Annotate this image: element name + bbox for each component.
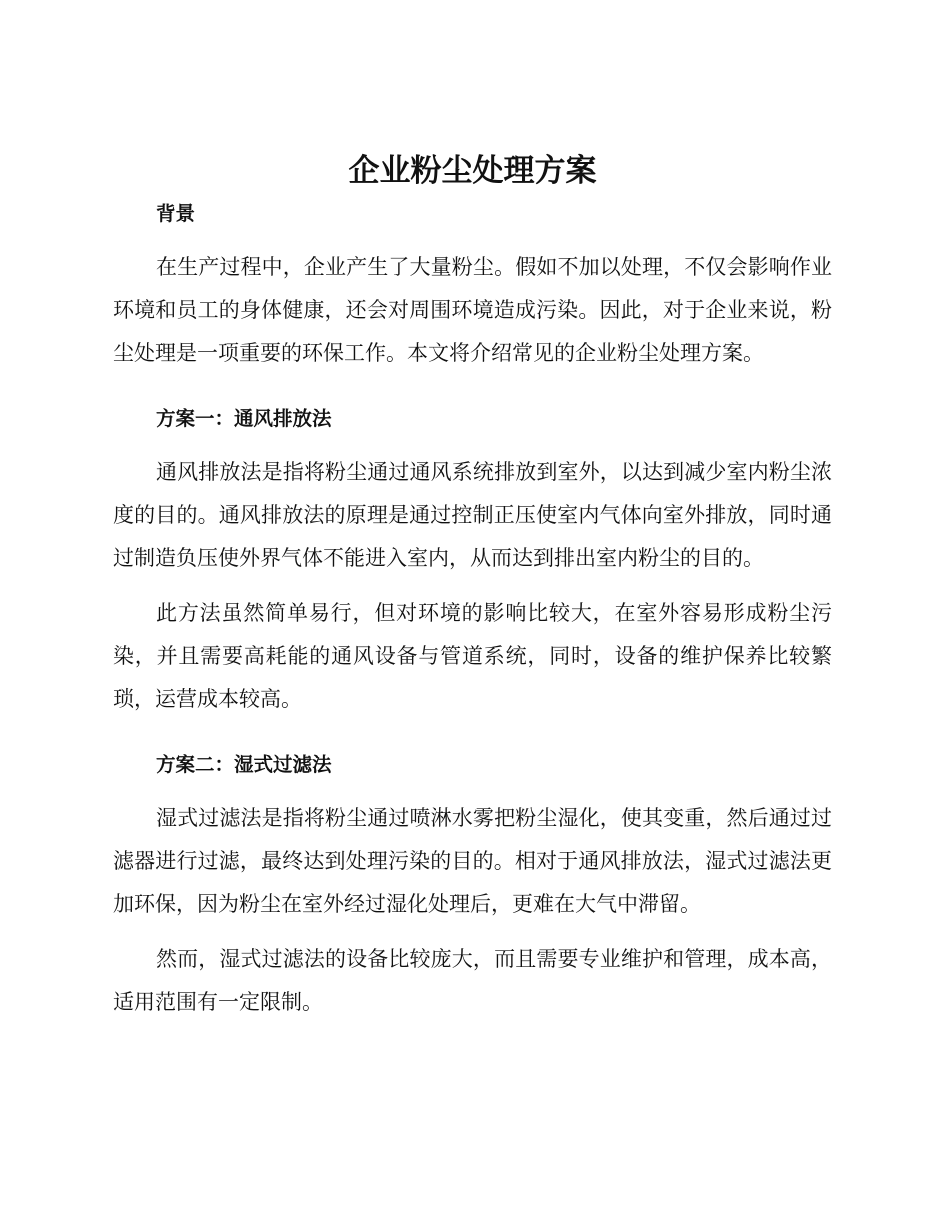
section-heading-plan-one: 方案一：通风排放法 bbox=[156, 407, 332, 430]
document-title: 企业粉尘处理方案 bbox=[348, 153, 597, 189]
paragraph-plan-two-principle: 湿式过滤法是指将粉尘通过喷淋水雾把粉尘湿化，使其变重，然后通过过滤器进行过滤，最终达到处理污染的目的。相对于通风排放法，湿式过滤法更加环保，因为粉尘在室外经过湿化处理后，更难在大气中滞留。 bbox=[113, 806, 832, 916]
paragraph-plan-one-principle: 通风排放法是指将粉尘通过通风系统排放到室外，以达到减少室内粉尘浓度的目的。通风排放法的原理是通过控制正压使室内气体向室外排放，同时通过制造负压使外界气体不能进入室内，从而达到排出室内粉尘的目的。 bbox=[113, 460, 832, 570]
paragraph-plan-two-drawbacks: 然而，湿式过滤法的设备比较庞大，而且需要专业维护和管理，成本高，适用范围有一定限制。 bbox=[113, 947, 832, 1014]
paragraph-plan-one-drawbacks: 此方法虽然简单易行，但对环境的影响比较大，在室外容易形成粉尘污染，并且需要高耗能的通风设备与管道系统，同时，设备的维护保养比较繁琐，运营成本较高。 bbox=[113, 601, 832, 711]
section-heading-background: 背景 bbox=[156, 202, 196, 225]
section-heading-plan-two: 方案二：湿式过滤法 bbox=[156, 753, 332, 776]
paragraph-background: 在生产过程中，企业产生了大量粉尘。假如不加以处理，不仅会影响作业环境和员工的身体健康，还会对周围环境造成污染。因此，对于企业来说，粉尘处理是一项重要的环保工作。本文将介绍常见的企业粉尘处理方案。 bbox=[113, 255, 832, 365]
